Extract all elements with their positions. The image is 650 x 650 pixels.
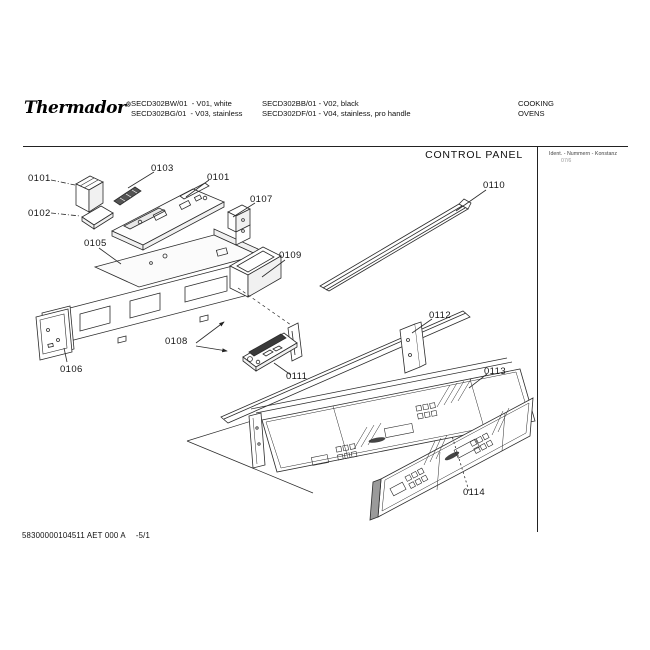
leader-0105 [99, 248, 121, 264]
part-label-0107: 0107 [250, 194, 273, 205]
leader-0110 [456, 190, 486, 211]
leader-0108-upper-arrow [196, 322, 224, 343]
drawing-title: CONTROL PANEL [425, 149, 523, 161]
part-0110-rail-drawing [320, 199, 471, 291]
sheet-number: -5/1 [135, 531, 151, 540]
leader-0101-transformer [51, 180, 75, 185]
document-number: 58300000104511 AET 000 A [22, 531, 126, 540]
category-line-2: OVENS [518, 109, 545, 118]
part-label-0114: 0114 [463, 487, 486, 498]
part-label-0108: 0108 [165, 336, 188, 347]
part-0106-panel-drawing [36, 306, 74, 360]
part-label-0101-transformer: 0101 [28, 173, 51, 184]
brand-text: Thermador [24, 98, 126, 118]
part-label-0111: 0111 [286, 371, 308, 382]
leader-0108-lower-arrow [196, 346, 227, 351]
part-0101-transformer-drawing [76, 176, 103, 212]
part-label-0101-board: 0101 [207, 172, 230, 183]
leader-0102 [51, 213, 80, 216]
model-variant-2: SECD302BB/01 - V02, black [262, 99, 359, 108]
model-variant-3: SECD302BG/01 - V03, stainless [131, 109, 243, 118]
part-label-0110: 0110 [483, 180, 506, 191]
part-0103-connector-drawing [114, 187, 141, 205]
part-0111-display-module-drawing [243, 333, 297, 371]
ident-line-1: Ident. - Nummern - Konstanz [549, 151, 618, 157]
model-variant-1: SECD302BW/01 - V01, white [131, 99, 232, 108]
part-label-0102: 0102 [28, 208, 51, 219]
registered-mark: ® [125, 101, 131, 109]
model-variant-4: SECD302DF/01 - V04, stainless, pro handle [262, 109, 411, 118]
part-label-0113: 0113 [484, 366, 507, 377]
ident-line-2: 07/6 [561, 157, 572, 164]
part-label-0112: 0112 [429, 310, 452, 321]
part-label-0109: 0109 [279, 250, 302, 261]
document-footer [22, 531, 150, 540]
part-label-0105: 0105 [84, 238, 107, 249]
leader-0103 [128, 172, 154, 188]
part-label-0103: 0103 [151, 163, 174, 174]
category-line-1: COOKING [518, 99, 554, 108]
part-label-0106: 0106 [60, 364, 83, 375]
